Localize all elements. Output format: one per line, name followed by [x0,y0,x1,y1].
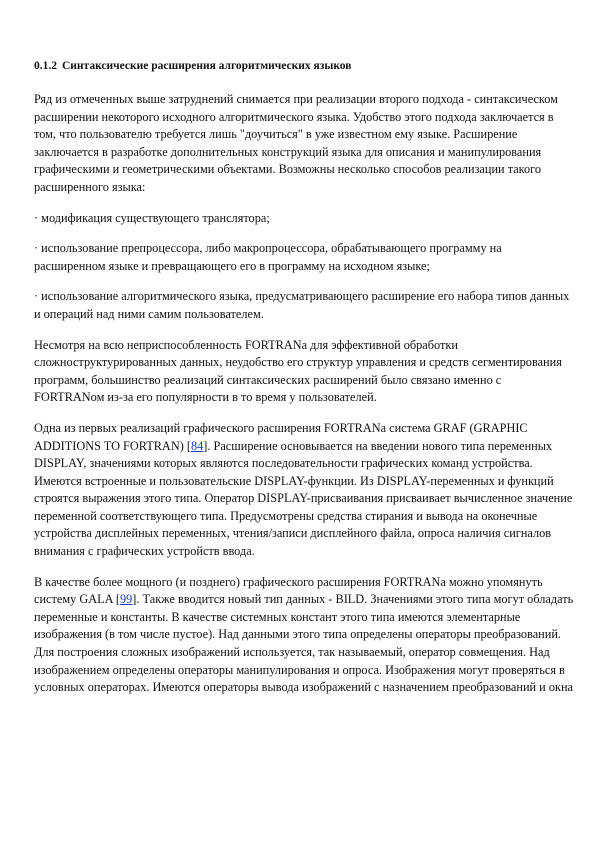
reference-link-99[interactable]: 99 [119,592,133,607]
gala-text-end: ]. Также вводится новый тип данных - BILD. Значениями этого типа могут обладать переменные и константы. В качестве системных констант этого типа имеются элементарные изображения (в том числе пустое). Над данными этого типа определены операторы преобразований. Для построения сложных изображений используется, так называемый, оператор совмещения. Над изображением определены операторы манипулирования и опроса. Изображения могут проверяться в условных операторах. Имеются операторы вывода изображений с назначением преобразований и окна [34,592,574,695]
gala-text-start: В качестве более мощного (и позднего) графического расширения FORTRANа можно упомянуть систему GALA [ [34,574,543,607]
section-number: 0.1.2 [34,60,57,72]
paragraph-intro: Ряд из отмеченных выше затруднений снимается при реализации второго подхода - синтаксическом расширении некоторого исходного алгоритмического языка. Удобство этого подхода заключается в том, что пользователю требуется лишь "доучиться" в уже известном ему языке. Расширение заключается в разработке дополнительных конструкций языка для описания и манипулирования графическими и геометрическими объектами. Возможны несколько способов реализации такого расширенного языка: [34,92,558,194]
bullet-item-translator: · модификация существующего транслятора; [34,210,270,225]
paragraph-fortran: Несмотря на всю неприспособленность FORTRANа для эффективной обработки сложноструктурированных данных, неудобство его структур управления и средств сегментирования программ, большинство реализаций синтаксических расширений было связано именно с FORTRANом из-за его популярности в то время у пользователей. [34,337,562,405]
bullet-item-preprocessor: · использование препроцессора, либо макропроцессора, обрабатывающего программу на расширенном языке и превращающего его в программу на исходном языке; [34,241,502,273]
graf-text-start: Одна из первых реализаций графического расширения FORTRANа система GRAF (GRAPHIC ADDITIONS TO FORTRAN) [ [34,420,528,453]
section-title: Синтаксические расширения алгоритмических языков [62,60,352,72]
bullet-item-extensible-language: · использование алгоритмического языка, предусматривающего расширение его набора типов данных и операций над ними самим пользователем. [34,289,570,321]
section-heading [34,58,574,74]
reference-link-84[interactable]: 84 [190,438,204,453]
graf-text-end: ]. Расширение основывается на введении нового типа переменных DISPLAY, значениями которых являются последовательности графических команд устройства. Имеются встроенные и пользовательские DISPLAY-функции. Из DISPLAY-переменных и функций строятся выражения этого типа. Оператор DISPLAY-присваивания присваивает вычисленное значение переменной соответствующего типа. Предусмотрены средства стирания и вывода на оконечные устройства дисплейных переменных, чтения/записи дисплейного файла, опроса наличия сигналов внимания с графических устройств ввода. [34,438,573,559]
paragraph-gala [34,574,574,697]
paragraph-graf [34,420,574,561]
document-page [34,58,574,710]
